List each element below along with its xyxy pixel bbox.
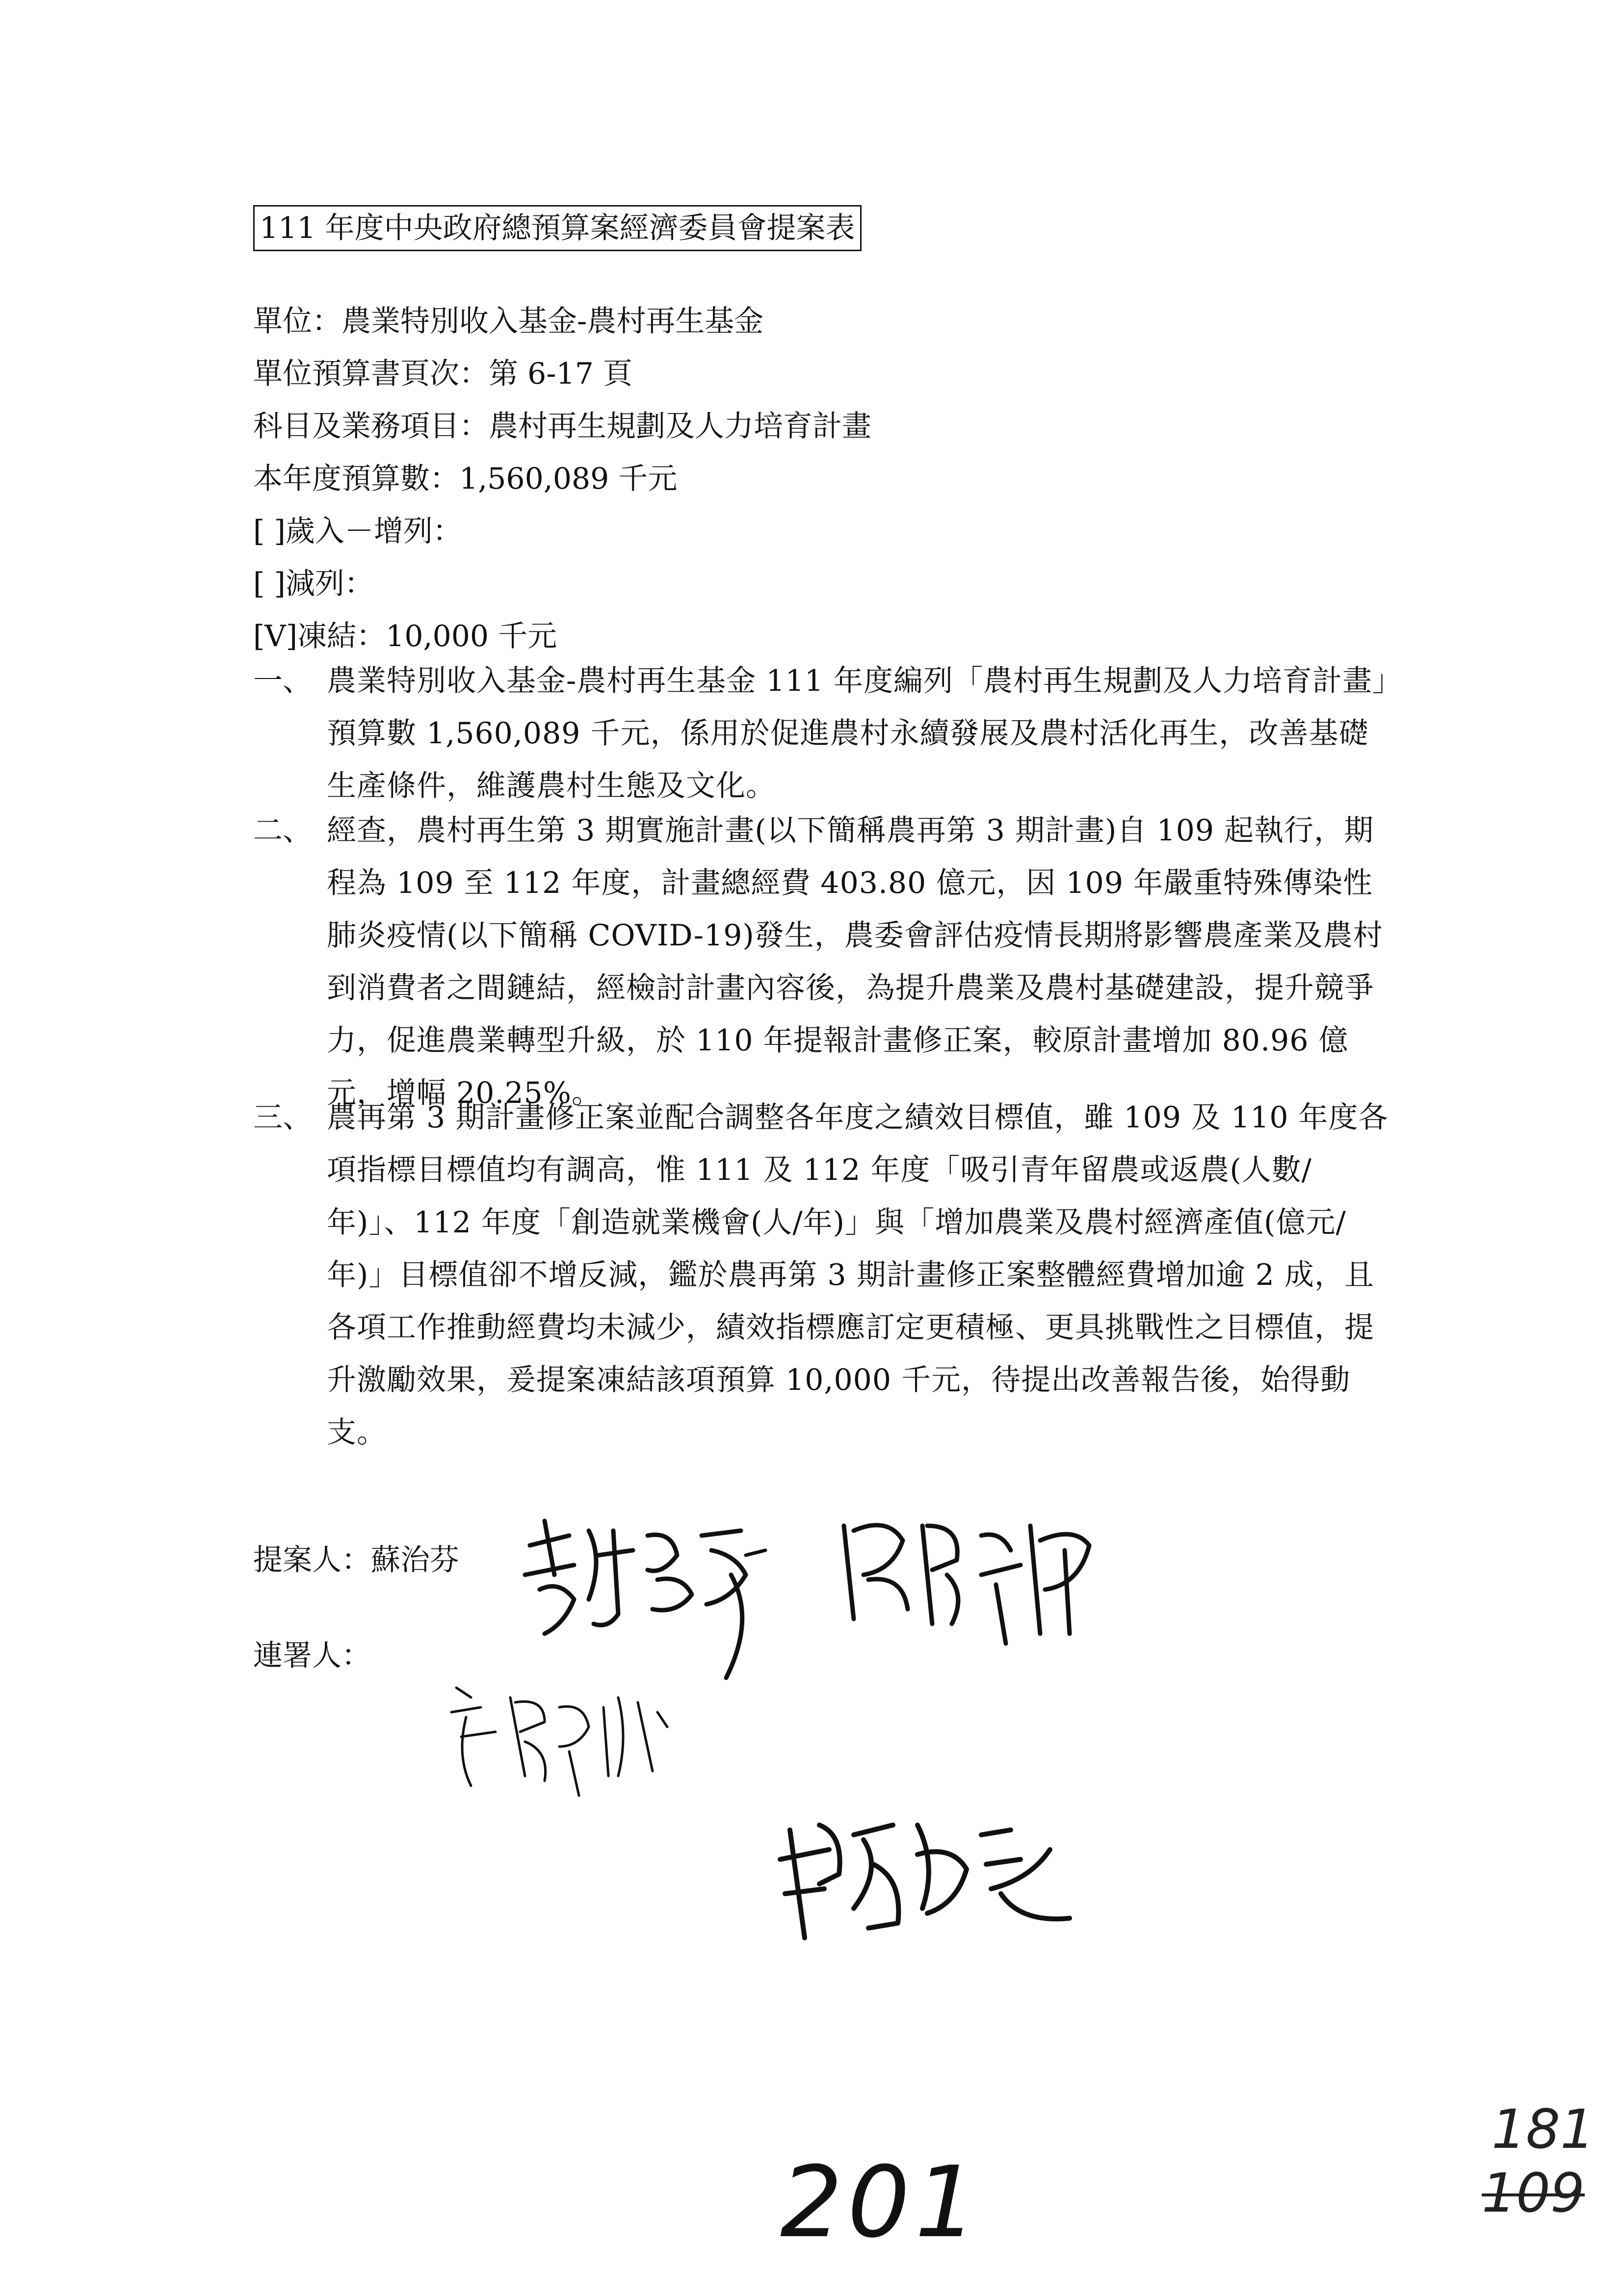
paragraph-3: [253, 1092, 1396, 1459]
paragraph-1-text: 農業特別收入基金-農村再生基金 111 年度編列「農村再生規劃及人力培育計畫」預算數 1,560,089 千元，係用於促進農村永續發展及農村活化再生，改善基礎生產條件，維護農村生態及文化。: [327, 664, 1388, 803]
paragraph-2: [253, 805, 1396, 1120]
paragraph-2-number: 二、: [253, 813, 312, 848]
corner-page-number-previous: 109: [1482, 2162, 1585, 2224]
corner-page-number-current: 181: [1492, 2098, 1595, 2161]
item-line: 科目及業務項目：農村再生規劃及人力培育計畫: [253, 409, 871, 444]
freeze-checkbox-line: [V]凍結：10,000 千元: [253, 619, 557, 653]
paragraph-2-text: 經查，農村再生第 3 期實施計畫(以下簡稱農再第 3 期計畫)自 109 起執行，期程為 109 至 112 年度，計畫總經費 403.80 億元，因 109 年嚴重特殊傳染性肺炎疫情(以下簡稱 COVID-19)發生，農委會評估疫情長期將影響農產業及農村到消費者之間鏈結，經檢討計畫內容後，為提升農業及農村基礎建設，提升競爭力，促進農業轉型升級，於 110 年提報計畫修正案，較原計畫增加 80.96 億元，增幅 20.25%。: [327, 813, 1383, 1110]
increase-checkbox-line: [ ]歲入－增列：: [253, 514, 462, 548]
document-title: 111 年度中央政府總預算案經濟委員會提案表: [253, 205, 862, 251]
paragraph-1: [253, 655, 1396, 812]
signature-cosigner-1: [834, 1496, 1109, 1658]
budget-page-line: 單位預算書頁次：第 6-17 頁: [253, 357, 632, 391]
page-number: 201: [780, 2145, 982, 2260]
signature-cosigner-2: [442, 1668, 677, 1815]
cosigner-label: 連署人：: [253, 1639, 371, 1673]
decrease-checkbox-line: [ ]減列：: [253, 567, 374, 601]
signature-cosigner-3: [775, 1796, 1079, 1953]
budget-amount-line: 本年度預算數：1,560,089 千元: [253, 462, 678, 496]
unit-line: 單位：農業特別收入基金-農村再生基金: [253, 304, 764, 339]
paragraph-3-number: 三、: [253, 1100, 312, 1135]
proposer-label: 提案人：蘇治芬: [253, 1543, 459, 1577]
paragraph-3-text: 農再第 3 期計畫修正案並配合調整各年度之績效目標值，雖 109 及 110 年度各項指標目標值均有調高，惟 111 及 112 年度「吸引青年留農或返農(人數/年)」、112 年度「創造就業機會(人/年)」與「增加農業及農村經濟產值(億元/年)」目標值卻不增反減，鑑於農再第 3 期計畫修正案整體經費增加逾 2 成，且各項工作推動經費均未減少，績效指標應訂定更積極、更具挑戰性之目標值，提升激勵效果，爰提案凍結該項預算 10,000 千元，待提出改善報告後，始得動支。: [327, 1100, 1388, 1450]
paragraph-1-number: 一、: [253, 664, 312, 698]
